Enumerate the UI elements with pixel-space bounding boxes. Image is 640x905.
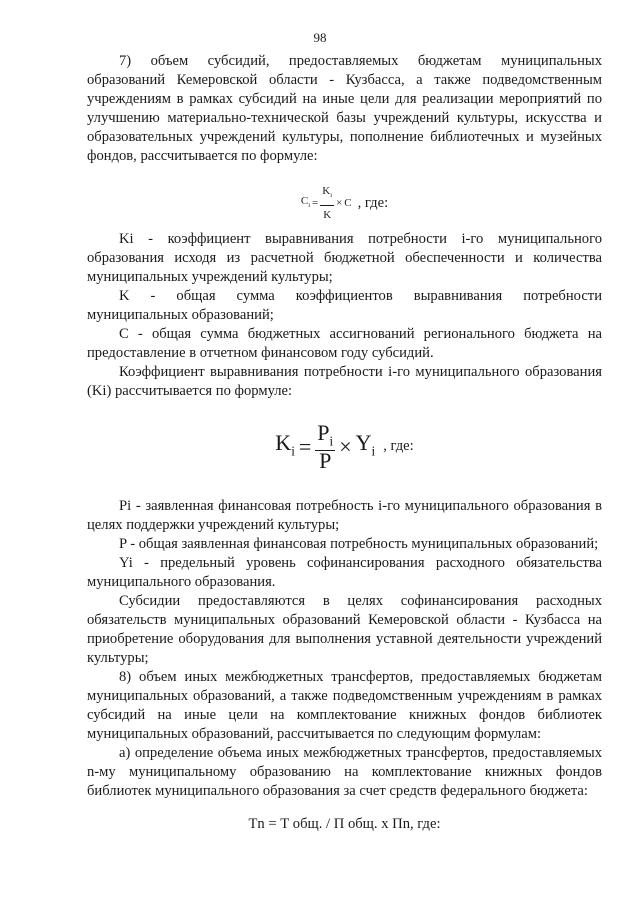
formula2-fraction: $\frac{P_i}{P}$ bbox=[317, 420, 334, 474]
formula2-times: × bbox=[339, 434, 352, 460]
paragraph-item-7: 7) объем субсидий, предоставляемых бюджетам муниципальных образований Кемеровской области - Кузбасса, а также подведомственным учреждениям в рамках субсидий на иные цели для реализации мероприятий по улучшению материально-технической базы учреждений культуры, искусства и образовательных учреждений культуры, пополнение библиотечных и музейных фондов, рассчитывается по формуле: bbox=[87, 53, 602, 164]
formula2-tail: , где: bbox=[383, 438, 414, 455]
formula2-lhs: $K_i$ bbox=[275, 430, 295, 459]
document-body bbox=[87, 52, 602, 859]
paragraph-coefficient: Коэффициент выравнивания потребности i-го муниципального образования (Ki) рассчитывается по формуле: bbox=[87, 364, 602, 399]
definition-p: P - общая заявленная финансовая потребность муниципальных образований; bbox=[119, 536, 599, 552]
definition-c: C - общая сумма бюджетных ассигнований регионального бюджета на предоставление в отчетном финансовом году субсидий. bbox=[87, 326, 602, 361]
formula1-fraction: $\frac{K_i}{K}$ bbox=[320, 182, 334, 225]
definition-k: K - общая сумма коэффициентов выравнивания потребности муниципальных образований; bbox=[87, 288, 602, 323]
formula1-eq: = bbox=[312, 197, 319, 210]
definition-pi: Pi - заявленная финансовая потребность i-го муниципального образования в целях поддержки учреждений культуры; bbox=[87, 498, 602, 533]
formula-coefficient bbox=[87, 411, 602, 483]
page-number: 98 bbox=[313, 30, 327, 45]
formula-transfer-volume: Тn = Т общ. / П общ. х Пn, где: bbox=[248, 816, 441, 832]
paragraph-item-8: 8) объем иных межбюджетных трансфертов, предоставляемых бюджетам муниципальных образований, а также подведомственным учреждениям в рамках субсидий на иные цели на комплектование книжных фондов библиотек муниципальных образований, рассчитывается по следующим формулам: bbox=[87, 669, 602, 742]
definition-yi: Yi - предельный уровень софинансирования расходного обязательства муниципального образования. bbox=[87, 555, 602, 590]
formula1-times: × bbox=[336, 197, 343, 210]
formula1-tail: , где: bbox=[357, 195, 389, 212]
formula2-rhs: $Y_i$ bbox=[355, 430, 376, 459]
paragraph-subsidies: Субсидии предоставляются в целях софинансирования расходных обязательств муниципальных образований Кемеровской области - Кузбасса на приобретение оборудования для выполнения уставной деятельности учреждений культуры; bbox=[87, 593, 602, 666]
definition-ki: Ki - коэффициент выравнивания потребности i-го муниципального образования исходя из расчетной бюджетной обеспеченности и количества муниципальных учреждений культуры; bbox=[87, 231, 602, 285]
formula2-eq: = bbox=[298, 434, 312, 460]
formula1-rhs: C bbox=[344, 197, 352, 210]
paragraph-item-a: а) определение объема иных межбюджетных трансфертов, предоставляемых n-му муниципальному образованию на комплектование книжных фондов библиотек муниципального образования за счет средств федерального бюджета: bbox=[87, 745, 602, 799]
formula1-lhs: $C_i$ bbox=[300, 195, 311, 210]
formula-subsidy-volume bbox=[87, 172, 602, 230]
